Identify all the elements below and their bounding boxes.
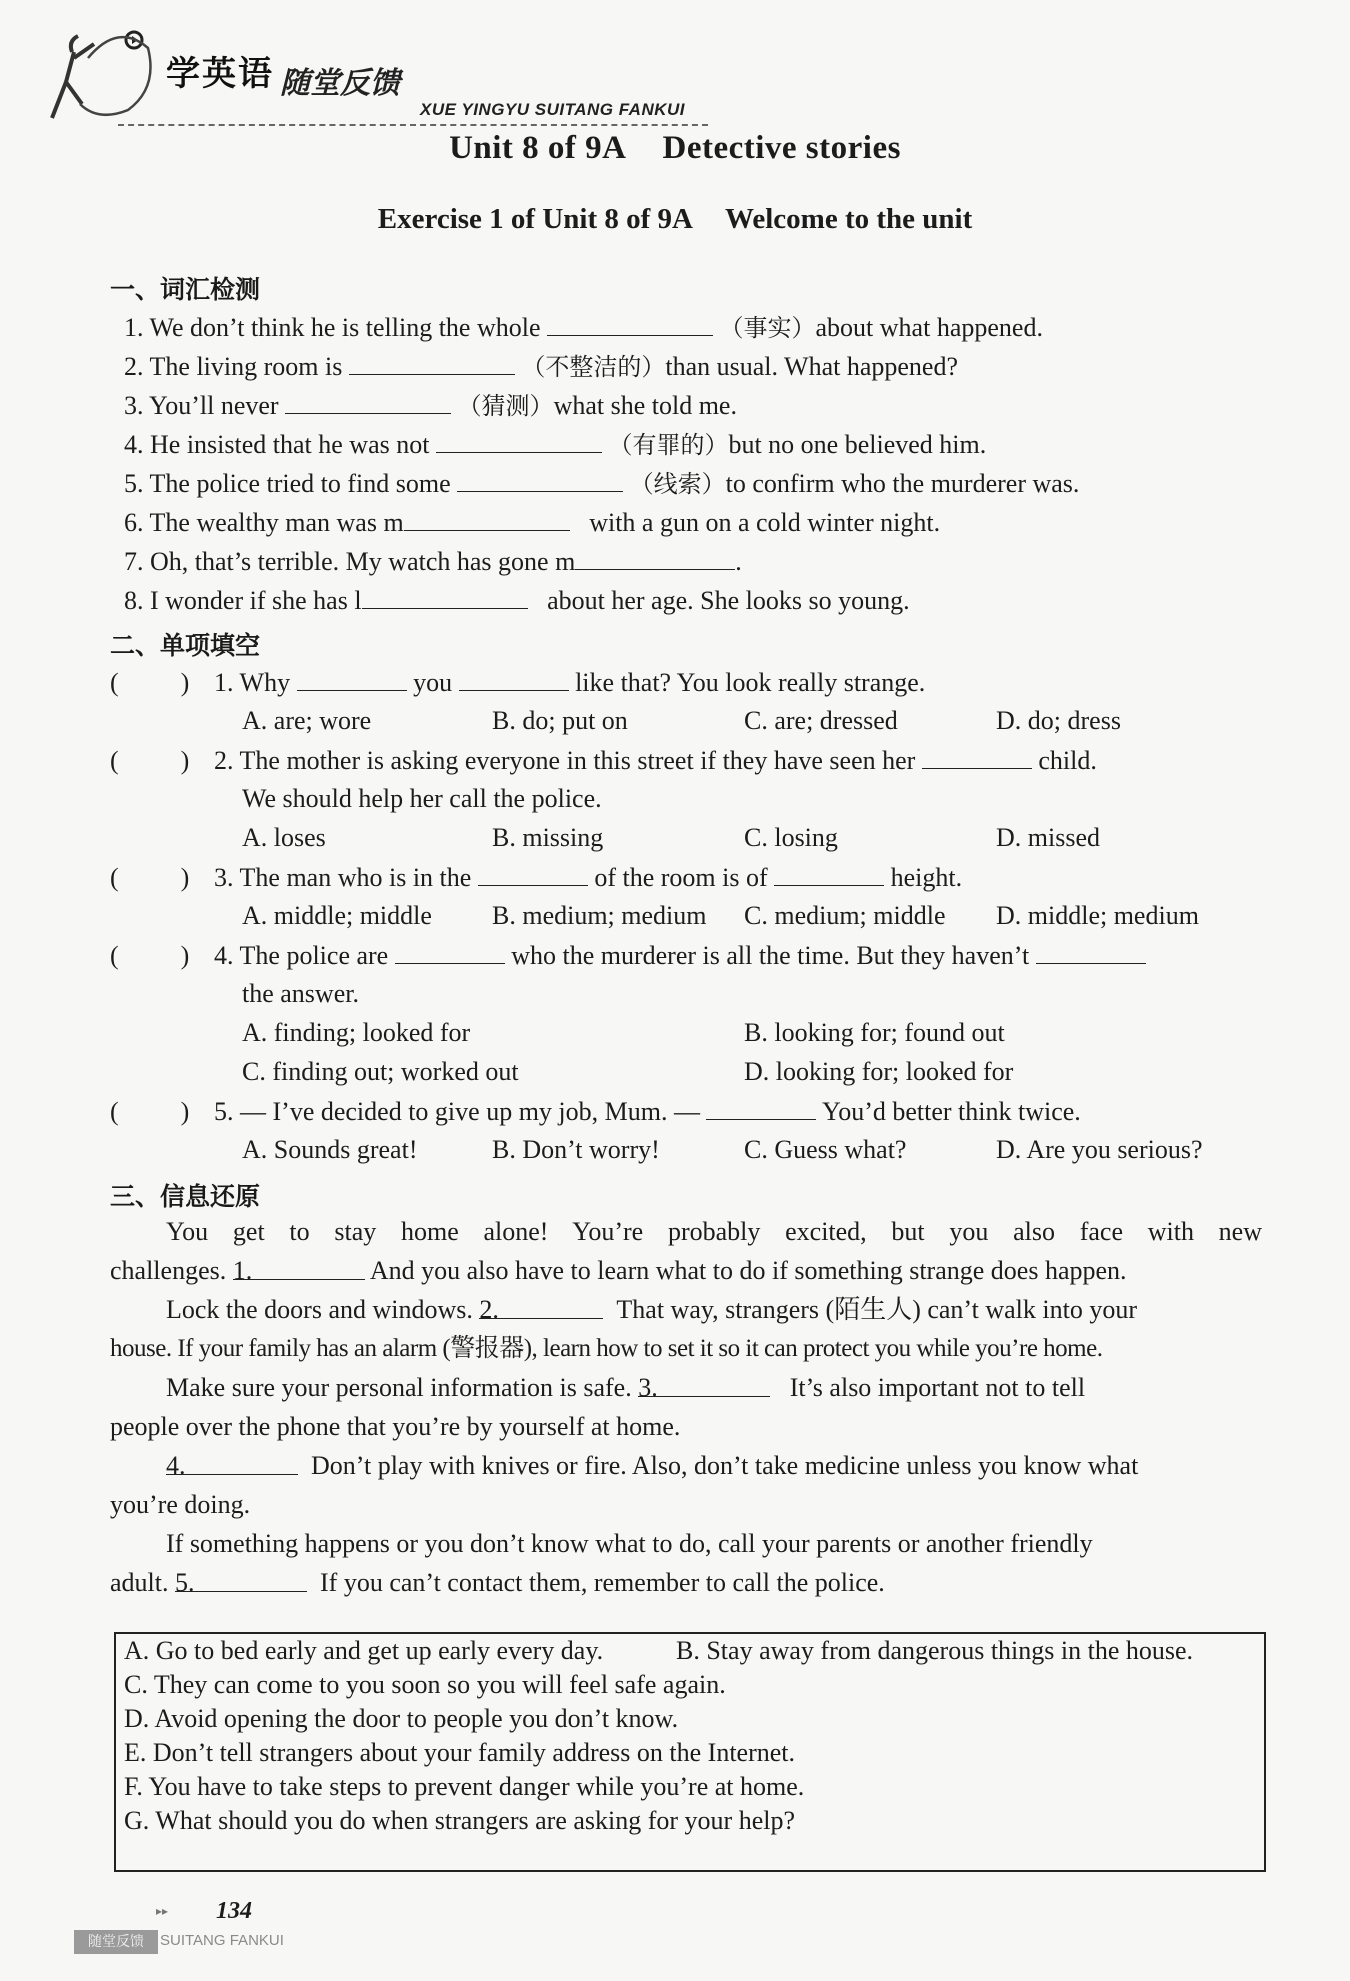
mc-option[interactable]: B. do; put on: [492, 706, 628, 735]
passage-line: challenges. 1. And you also have to learn what to do if something strange does happen.: [110, 1256, 1127, 1285]
passage-option-f[interactable]: F. You have to take steps to prevent danger while you’re at home.: [124, 1772, 805, 1801]
passage-blank-3[interactable]: 3.: [638, 1372, 770, 1397]
mc-option[interactable]: A. loses: [242, 823, 326, 852]
passage-option-d[interactable]: D. Avoid opening the door to people you don’t know.: [124, 1704, 679, 1733]
mc-option[interactable]: C. losing: [744, 823, 838, 852]
mc-option[interactable]: D. do; dress: [996, 706, 1121, 735]
answer-blank[interactable]: [774, 861, 884, 886]
header-divider: [118, 124, 708, 126]
runner-logo-icon: [48, 18, 158, 128]
subtitle-exercise: Exercise 1 of Unit 8 of 9A: [377, 203, 693, 235]
passage-line: adult. 5. If you can’t contact them, remember to call the police.: [110, 1568, 885, 1597]
header-logo: [48, 18, 688, 128]
mc-option[interactable]: C. are; dressed: [744, 706, 898, 735]
mc-question-2-cont: We should help her call the police.: [242, 784, 602, 813]
mc-option[interactable]: B. medium; medium: [492, 901, 707, 930]
vocab-item-2: 2. The living room is （不整洁的）than usual. What happened?: [124, 352, 958, 381]
answer-blank[interactable]: [575, 545, 735, 570]
mc-option[interactable]: D. Are you serious?: [996, 1135, 1203, 1164]
answer-blank[interactable]: [395, 939, 505, 964]
vocab-item-4: 4. He insisted that he was not （有罪的）but no one believed him.: [124, 430, 987, 459]
passage-option-c[interactable]: C. They can come to you soon so you will feel safe again.: [124, 1670, 726, 1699]
answer-blank[interactable]: [297, 666, 407, 691]
passage-blank-5[interactable]: 5.: [175, 1567, 307, 1592]
answer-blank[interactable]: [436, 428, 602, 453]
answer-blank[interactable]: [362, 584, 528, 609]
answer-blank[interactable]: [478, 861, 588, 886]
section-heading-multiple-choice: 二、单项填空: [110, 631, 261, 660]
answer-blank[interactable]: [457, 467, 623, 492]
footer-brand-en: SUITANG FANKUI: [160, 1932, 284, 1949]
vocab-item-3: 3. You’ll never （猜测）what she told me.: [124, 391, 737, 420]
mc-option[interactable]: D. middle; medium: [996, 901, 1199, 930]
passage-option-a[interactable]: A. Go to bed early and get up early every day.: [124, 1636, 604, 1665]
answer-paren[interactable]: ( ): [110, 1097, 190, 1126]
passage-line: 4. Don’t play with knives or fire. Also, don’t take medicine unless you know what: [166, 1451, 1139, 1480]
brand-english: XUE YINGYU SUITANG FANKUI: [420, 100, 686, 119]
answer-blank[interactable]: [922, 744, 1032, 769]
page-title: [0, 130, 1350, 167]
answer-blank[interactable]: [404, 506, 570, 531]
footer-brand: [74, 1930, 284, 1954]
mc-option[interactable]: A. finding; looked for: [242, 1018, 471, 1047]
vocab-item-7: 7. Oh, that’s terrible. My watch has gone m .: [124, 547, 742, 576]
mc-option[interactable]: B. missing: [492, 823, 604, 852]
passage-option-b[interactable]: B. Stay away from dangerous things in the house.: [676, 1636, 1194, 1665]
double-arrow-icon: ▸▸: [156, 1904, 169, 1918]
passage-line: house. If your family has an alarm (警报器), learn how to set it so it can protect you while you’re home.: [110, 1335, 1103, 1362]
mc-option[interactable]: D. looking for; looked for: [744, 1057, 1014, 1086]
mc-question-1: ( ) 1. Why you like that? You look really strange.: [110, 668, 926, 697]
answer-paren[interactable]: ( ): [110, 668, 190, 697]
mc-option[interactable]: C. Guess what?: [744, 1135, 907, 1164]
answer-paren[interactable]: ( ): [110, 746, 190, 775]
mc-option[interactable]: A. are; wore: [242, 706, 372, 735]
passage-line: Make sure your personal information is safe. 3. It’s also important not to tell: [166, 1373, 1086, 1402]
section-heading-info-restore: 三、信息还原: [110, 1182, 261, 1211]
brand-chinese-sub: 随堂反馈: [280, 66, 400, 101]
passage-line: Lock the doors and windows. 2. That way, strangers (陌生人) can’t walk into your: [166, 1295, 1137, 1324]
mc-option[interactable]: A. middle; middle: [242, 901, 432, 930]
passage-option-g[interactable]: G. What should you do when strangers are asking for your help?: [124, 1806, 796, 1835]
page-subtitle: [0, 203, 1350, 236]
passage-line: If something happens or you don’t know what to do, call your parents or another friendly: [166, 1529, 1093, 1558]
answer-blank[interactable]: [285, 389, 451, 414]
title-name: Detective stories: [662, 130, 901, 166]
answer-paren[interactable]: ( ): [110, 941, 190, 970]
brand-chinese: 学英语: [166, 54, 274, 94]
vocab-item-5: 5. The police tried to find some （线索）to confirm who the murderer was.: [124, 469, 1080, 498]
passage-line: you’re doing.: [110, 1490, 251, 1519]
passage-blank-4[interactable]: 4.: [166, 1450, 298, 1475]
answer-blank[interactable]: [706, 1095, 816, 1120]
passage-line: You get to stay home alone! You’re probably excited, but you also face with new: [166, 1217, 1262, 1246]
passage-option-e[interactable]: E. Don’t tell strangers about your family address on the Internet.: [124, 1738, 796, 1767]
section-heading-vocabulary: 一、词汇检测: [110, 275, 261, 304]
subtitle-name: Welcome to the unit: [724, 203, 973, 235]
mc-question-5: ( ) 5. — I’ve decided to give up my job, Mum. — You’d better think twice.: [110, 1097, 1081, 1126]
answer-blank[interactable]: [459, 666, 569, 691]
mc-question-3: ( ) 3. The man who is in the of the room is of height.: [110, 863, 963, 892]
mc-option[interactable]: B. Don’t worry!: [492, 1135, 660, 1164]
mc-option[interactable]: C. medium; middle: [744, 901, 946, 930]
mc-option[interactable]: D. missed: [996, 823, 1100, 852]
vocab-item-6: 6. The wealthy man was m with a gun on a cold winter night.: [124, 508, 941, 537]
mc-question-2: ( ) 2. The mother is asking everyone in this street if they have seen her child.: [110, 746, 1097, 775]
mc-question-4: ( ) 4. The police are who the murderer is all the time. But they haven’t: [110, 939, 1146, 972]
answer-blank[interactable]: [349, 350, 515, 375]
vocab-item-1: 1. We don’t think he is telling the whole （事实）about what happened.: [124, 313, 1043, 342]
title-unit: Unit 8 of 9A: [449, 130, 627, 166]
passage-line: people over the phone that you’re by yourself at home.: [110, 1412, 681, 1441]
vocab-item-8: 8. I wonder if she has l about her age. She looks so young.: [124, 586, 910, 615]
options-box: [114, 1632, 1266, 1872]
mc-option[interactable]: B. looking for; found out: [744, 1018, 1005, 1047]
mc-option[interactable]: C. finding out; worked out: [242, 1057, 519, 1086]
answer-blank[interactable]: [1036, 939, 1146, 964]
mc-question-4-cont: the answer.: [242, 979, 359, 1008]
passage-blank-1[interactable]: 1.: [233, 1255, 365, 1280]
answer-blank[interactable]: [547, 311, 713, 336]
mc-option[interactable]: A. Sounds great!: [242, 1135, 418, 1164]
footer-brand-cn: 随堂反馈: [74, 1930, 158, 1954]
passage-blank-2[interactable]: 2.: [479, 1294, 603, 1319]
answer-paren[interactable]: ( ): [110, 863, 190, 892]
page-number: 134: [216, 1898, 252, 1924]
